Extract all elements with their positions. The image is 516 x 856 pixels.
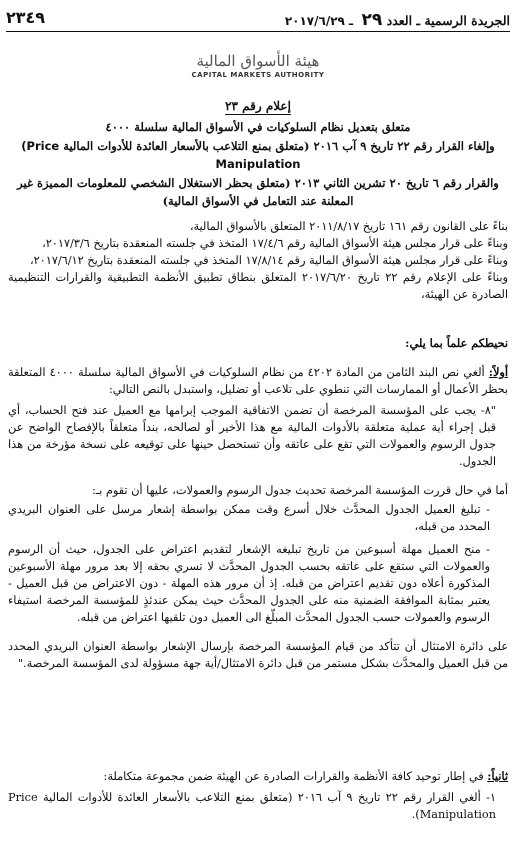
section-first	[8, 364, 508, 672]
gazette-title	[285, 10, 510, 30]
logo-english-text: CAPITAL MARKETS AUTHORITY	[191, 71, 325, 79]
announcement-title: إعلام رقم ٢٣	[225, 99, 291, 113]
subject-line-1: متعلق بتعديل نظام السلوكيات في الأسواق المالية سلسلة ٤٠٠٠	[105, 120, 411, 134]
page-number: ٢٣٤٩	[6, 8, 46, 27]
preamble-decision-2: وبناءً على قرار مجلس هيئة الأسواق المالية رقم ١٧/٨/١٤ المتخذ في جلسته المنعقدة بتاريخ ٢٠١٧/٦/١٢،	[29, 254, 508, 267]
compliance-paragraph: على دائرة الامتثال أن تتأكد من قيام المؤسسة المرخصة بإرسال الإشعار بواسطة العنوان البريدي المحدد من قبل العميل والمحدَّث بشكل مستمر من قبل دائرة الامتثال/أية جهة مسؤولة لدى المؤسسة المرخصة."	[8, 640, 508, 670]
first-quote: "٨- يجب على المؤسسة المرخصة أن تضمن الاتفاقية الموجب إبرامها مع العميل عند فتح الحساب، أي قبل إجراء أية عملية متعلقة بالأدوات المالية مع هذا الأخير أو لصالحه، بنداً متعلقاً بالإفصاح الواضح عن جدول الرسوم والعمولات التي تقع على عاتقه وأن تستحصل حينها على توقيعه على نسخة مؤرخة من هذا الجدول.	[8, 404, 496, 468]
bullet-dash: -	[480, 503, 490, 516]
logo-arabic-text: هيئة الأسواق المالية	[196, 52, 320, 70]
issue-date: ـ ٢٠١٧/٦/٢٩	[284, 14, 354, 28]
subject-line-2: وإلغاء القرار رقم ٢٢ تاريخ ٩ آب ٢٠١٦ (متعلق بمنع التلاعب بالأسعار العائدة للأدوات المالية (Price Manipulation	[21, 138, 495, 171]
first-paragraph: أولاً: ألغي نص البند الثامن من المادة ٤٢٠٢ من نظام السلوكيات في الأسواق المالية سلسلة ٤٠٠٠ المتعلقة بحظر الأعمال أو الممارسات التي تنطوي على تلاعب أو تضليل، واستبدل بالنص التالي:	[8, 365, 508, 396]
bullet-grace-period: - منح العميل مهلة أسبوعين من تاريخ تبليغه الإشعار لتقديم اعتراض على الجدول، حيث أن الرسوم والعمولات التي ستقع على عاتقه بحسب الجدول المحدَّث لا تسري بحقه إلا بعد مرور مهلة الأسبوعين المذكورة أعلاه دون تقديم اعتراض من قبله. إذ أن مرور هذه المهلة - دون الاعتراض من قبل العميل - يعتبر بمثابة الموافقة الضمنية منه على الجدول المحدَّث حيث يمكن عندئذٍ للمؤسسة المرخصة استيفاء الرسوم والعمولات حسب الجدول المحدَّث المبلّغ الى العميل دون تلقيها اعتراض من قبله.	[8, 543, 490, 624]
header-rule	[6, 31, 510, 32]
notice-line: نحيطكم علماً بما يلي:	[405, 336, 508, 350]
update-intro: أما في حال قررت المؤسسة المرخصة تحديث جدول الرسوم والعمولات، عليها أن تقوم بـ:	[91, 484, 508, 497]
preamble-decision-1: وبناءً على قرار مجلس هيئة الأسواق المالية رقم ١٧/٤/٦ المتخذ في جلسته المنعقدة بتاريخ ٢٠١٧/٣/٦،	[42, 237, 508, 250]
preamble-law: بناءً على القانون رقم ١٦١ تاريخ ٢٠١١/٨/١٧ المتعلق بالأسواق المالية،	[189, 220, 508, 233]
cma-logo	[0, 52, 516, 79]
subject-line-3: والقرار رقم ٦ تاريخ ٢٠ تشرين الثاني ٢٠١٣ (متعلق بحظر الاستغلال الشخصي للمعلومات المميزة غير المعلنة عند التعامل في الأسواق المالية)	[17, 175, 499, 208]
preamble-announcement: وبناءً على الإعلام رقم ٢٢ تاريخ ٢٠١٧/٦/٢٠ المتعلق بنطاق تطبيق الأنظمة التطبيقية والقرارات التنظيمية الصادرة عن الهيئة،	[8, 271, 508, 301]
bullet-notify: - تبليغ العميل الجدول المحدَّث خلال أسرع وقت ممكن بواسطة إشعار مرسل على العنوان البريدي المحدد من قبله،	[8, 503, 490, 533]
announcement-subject	[14, 118, 502, 211]
first-label: أولاً:	[488, 365, 508, 379]
gazette-header	[6, 8, 510, 30]
second-label: ثانياً:	[487, 769, 508, 783]
bullet-dash: -	[480, 543, 490, 556]
second-paragraph: ثانياً: في إطار توحيد كافة الأنظمة والقرارات الصادرة عن الهيئة ضمن مجموعة متكاملة:	[103, 769, 508, 783]
section-second	[8, 768, 508, 823]
gazette-name: الجريدة الرسمية ـ العدد	[386, 13, 510, 28]
second-item-1: ١- ألغي القرار رقم ٢٢ تاريخ ٩ آب ٢٠١٦ (متعلق بمنع التلاعب بالأسعار العائدة للأدوات المالية Price Manipulation).	[8, 791, 496, 821]
issue-number: ٢٩	[361, 10, 383, 30]
preamble	[8, 218, 508, 303]
